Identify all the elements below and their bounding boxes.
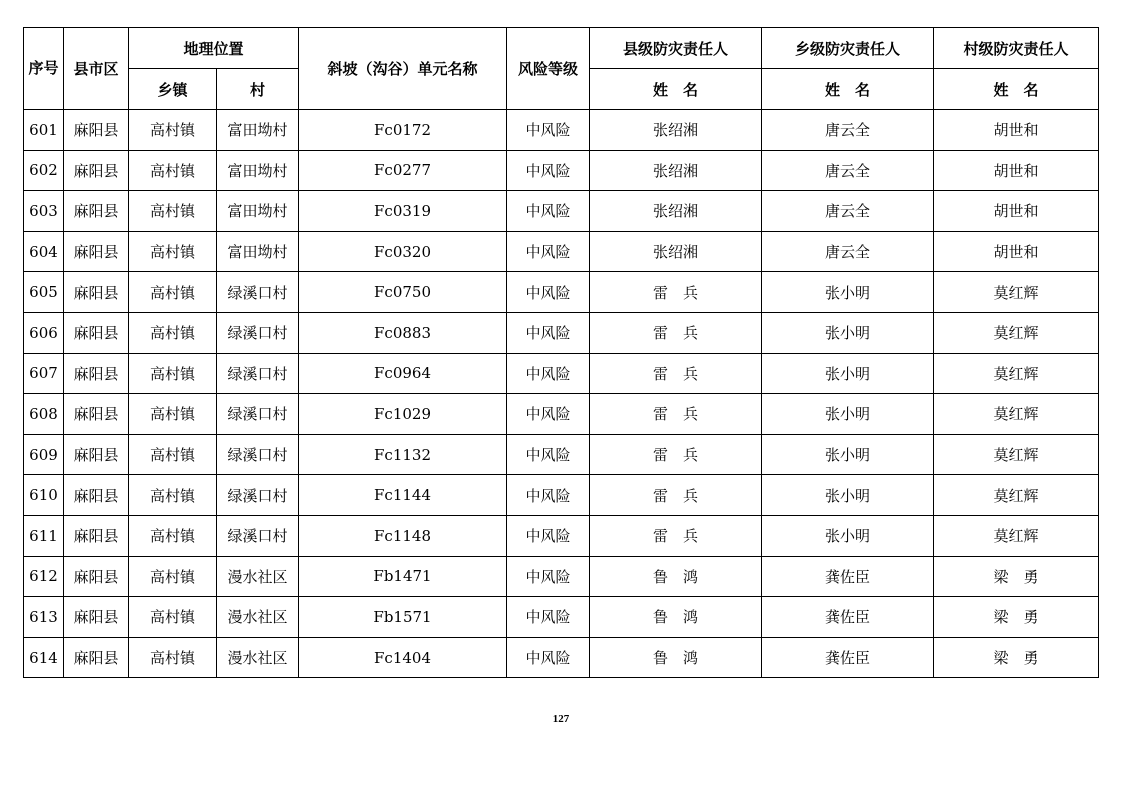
risk-level-cell: 中风险: [507, 191, 590, 232]
town-cell: 高村镇: [129, 597, 217, 638]
town-responsible-cell: 张小明: [762, 353, 934, 394]
county-cell: 麻阳县: [64, 312, 129, 353]
town-responsible-cell: 张小明: [762, 272, 934, 313]
village-responsible-cell: 莫红辉: [934, 434, 1099, 475]
town-cell: 高村镇: [129, 353, 217, 394]
county-responsible-cell: 雷 兵: [590, 475, 762, 516]
village-responsible-cell: 莫红辉: [934, 515, 1099, 556]
county-cell: 麻阳县: [64, 475, 129, 516]
risk-level-cell: 中风险: [507, 272, 590, 313]
unit-name-cell: Fc0172: [299, 110, 507, 151]
village-responsible-cell: 莫红辉: [934, 272, 1099, 313]
town-cell: 高村镇: [129, 110, 217, 151]
header-town: 乡镇: [129, 69, 217, 110]
risk-level-cell: 中风险: [507, 597, 590, 638]
unit-name-cell: Fc0277: [299, 150, 507, 191]
unit-name-cell: Fc1148: [299, 515, 507, 556]
unit-name-cell: Fb1471: [299, 556, 507, 597]
table-row: [24, 312, 1099, 353]
village-responsible-cell: 梁 勇: [934, 637, 1099, 678]
table-row: [24, 515, 1099, 556]
county-responsible-cell: 鲁 鸿: [590, 556, 762, 597]
header-unit-name: 斜坡（沟谷）单元名称: [299, 28, 507, 110]
town-cell: 高村镇: [129, 475, 217, 516]
table-row: [24, 231, 1099, 272]
county-responsible-cell: 张绍湘: [590, 110, 762, 151]
town-cell: 高村镇: [129, 394, 217, 435]
town-cell: 高村镇: [129, 312, 217, 353]
seq-cell: 611: [24, 515, 64, 556]
town-cell: 高村镇: [129, 637, 217, 678]
town-cell: 高村镇: [129, 150, 217, 191]
village-cell: 绿溪口村: [217, 353, 299, 394]
village-responsible-cell: 胡世和: [934, 231, 1099, 272]
header-town-resp-name: 姓 名: [762, 69, 934, 110]
seq-cell: 609: [24, 434, 64, 475]
town-responsible-cell: 张小明: [762, 312, 934, 353]
village-cell: 漫水社区: [217, 637, 299, 678]
village-cell: 富田坳村: [217, 191, 299, 232]
seq-cell: 601: [24, 110, 64, 151]
risk-level-cell: 中风险: [507, 231, 590, 272]
county-responsible-cell: 鲁 鸿: [590, 637, 762, 678]
county-cell: 麻阳县: [64, 272, 129, 313]
county-cell: 麻阳县: [64, 150, 129, 191]
table-row: [24, 556, 1099, 597]
header-risk-level: 风险等级: [507, 28, 590, 110]
table-row: [24, 110, 1099, 151]
town-responsible-cell: 龚佐臣: [762, 637, 934, 678]
town-responsible-cell: 唐云全: [762, 231, 934, 272]
header-geo-location: 地理位置: [129, 28, 299, 69]
unit-name-cell: Fc1404: [299, 637, 507, 678]
seq-cell: 606: [24, 312, 64, 353]
town-responsible-cell: 张小明: [762, 434, 934, 475]
unit-name-cell: Fc1144: [299, 475, 507, 516]
header-village-resp-name: 姓 名: [934, 69, 1099, 110]
seq-cell: 603: [24, 191, 64, 232]
town-cell: 高村镇: [129, 434, 217, 475]
seq-cell: 608: [24, 394, 64, 435]
table-row: [24, 597, 1099, 638]
village-cell: 绿溪口村: [217, 515, 299, 556]
seq-cell: 612: [24, 556, 64, 597]
village-responsible-cell: 梁 勇: [934, 556, 1099, 597]
seq-cell: 614: [24, 637, 64, 678]
county-cell: 麻阳县: [64, 434, 129, 475]
page-number: 127: [552, 713, 570, 725]
county-responsible-cell: 雷 兵: [590, 394, 762, 435]
header-county-responsible: 县级防灾责任人: [590, 28, 762, 69]
header-seq: 序号: [24, 28, 64, 110]
header-village: 村: [217, 69, 299, 110]
county-responsible-cell: 张绍湘: [590, 191, 762, 232]
county-responsible-cell: 雷 兵: [590, 312, 762, 353]
county-cell: 麻阳县: [64, 191, 129, 232]
unit-name-cell: Fc0750: [299, 272, 507, 313]
seq-cell: 610: [24, 475, 64, 516]
risk-level-cell: 中风险: [507, 312, 590, 353]
town-cell: 高村镇: [129, 231, 217, 272]
village-responsible-cell: 莫红辉: [934, 353, 1099, 394]
unit-name-cell: Fc0319: [299, 191, 507, 232]
county-cell: 麻阳县: [64, 556, 129, 597]
risk-level-cell: 中风险: [507, 637, 590, 678]
unit-name-cell: Fc0964: [299, 353, 507, 394]
town-cell: 高村镇: [129, 556, 217, 597]
header-row-1: [24, 28, 1099, 69]
seq-cell: 602: [24, 150, 64, 191]
village-cell: 富田坳村: [217, 150, 299, 191]
seq-cell: 604: [24, 231, 64, 272]
village-cell: 漫水社区: [217, 597, 299, 638]
county-cell: 麻阳县: [64, 353, 129, 394]
village-responsible-cell: 莫红辉: [934, 394, 1099, 435]
village-cell: 绿溪口村: [217, 394, 299, 435]
town-cell: 高村镇: [129, 191, 217, 232]
village-cell: 富田坳村: [217, 110, 299, 151]
village-responsible-cell: 莫红辉: [934, 312, 1099, 353]
table-body: [24, 110, 1099, 678]
village-cell: 绿溪口村: [217, 475, 299, 516]
seq-cell: 613: [24, 597, 64, 638]
risk-level-cell: 中风险: [507, 475, 590, 516]
town-cell: 高村镇: [129, 272, 217, 313]
town-responsible-cell: 张小明: [762, 475, 934, 516]
county-responsible-cell: 张绍湘: [590, 231, 762, 272]
risk-level-cell: 中风险: [507, 515, 590, 556]
unit-name-cell: Fc0883: [299, 312, 507, 353]
table-header: [24, 28, 1099, 110]
village-cell: 绿溪口村: [217, 312, 299, 353]
county-responsible-cell: 雷 兵: [590, 434, 762, 475]
town-responsible-cell: 唐云全: [762, 150, 934, 191]
unit-name-cell: Fc0320: [299, 231, 507, 272]
village-cell: 绿溪口村: [217, 434, 299, 475]
table-row: [24, 150, 1099, 191]
village-cell: 漫水社区: [217, 556, 299, 597]
county-responsible-cell: 雷 兵: [590, 272, 762, 313]
risk-level-cell: 中风险: [507, 110, 590, 151]
county-cell: 麻阳县: [64, 637, 129, 678]
village-responsible-cell: 胡世和: [934, 150, 1099, 191]
village-responsible-cell: 胡世和: [934, 110, 1099, 151]
county-cell: 麻阳县: [64, 515, 129, 556]
header-village-responsible: 村级防灾责任人: [934, 28, 1099, 69]
county-responsible-cell: 鲁 鸿: [590, 597, 762, 638]
county-responsible-cell: 张绍湘: [590, 150, 762, 191]
unit-name-cell: Fb1571: [299, 597, 507, 638]
risk-level-cell: 中风险: [507, 434, 590, 475]
table-row: [24, 353, 1099, 394]
town-responsible-cell: 张小明: [762, 515, 934, 556]
risk-table: [23, 27, 1099, 678]
header-town-responsible: 乡级防灾责任人: [762, 28, 934, 69]
village-responsible-cell: 胡世和: [934, 191, 1099, 232]
town-responsible-cell: 张小明: [762, 394, 934, 435]
table-row: [24, 637, 1099, 678]
county-responsible-cell: 雷 兵: [590, 353, 762, 394]
village-cell: 富田坳村: [217, 231, 299, 272]
unit-name-cell: Fc1132: [299, 434, 507, 475]
town-responsible-cell: 唐云全: [762, 110, 934, 151]
table-row: [24, 434, 1099, 475]
county-cell: 麻阳县: [64, 394, 129, 435]
unit-name-cell: Fc1029: [299, 394, 507, 435]
table-row: [24, 394, 1099, 435]
town-responsible-cell: 龚佐臣: [762, 556, 934, 597]
county-cell: 麻阳县: [64, 231, 129, 272]
town-cell: 高村镇: [129, 515, 217, 556]
seq-cell: 605: [24, 272, 64, 313]
header-county: 县市区: [64, 28, 129, 110]
county-responsible-cell: 雷 兵: [590, 515, 762, 556]
village-responsible-cell: 莫红辉: [934, 475, 1099, 516]
table-row: [24, 272, 1099, 313]
risk-level-cell: 中风险: [507, 394, 590, 435]
county-cell: 麻阳县: [64, 110, 129, 151]
village-responsible-cell: 梁 勇: [934, 597, 1099, 638]
header-county-resp-name: 姓 名: [590, 69, 762, 110]
table-row: [24, 475, 1099, 516]
table-row: [24, 191, 1099, 232]
risk-level-cell: 中风险: [507, 150, 590, 191]
risk-level-cell: 中风险: [507, 353, 590, 394]
town-responsible-cell: 龚佐臣: [762, 597, 934, 638]
risk-level-cell: 中风险: [507, 556, 590, 597]
seq-cell: 607: [24, 353, 64, 394]
county-cell: 麻阳县: [64, 597, 129, 638]
town-responsible-cell: 唐云全: [762, 191, 934, 232]
village-cell: 绿溪口村: [217, 272, 299, 313]
